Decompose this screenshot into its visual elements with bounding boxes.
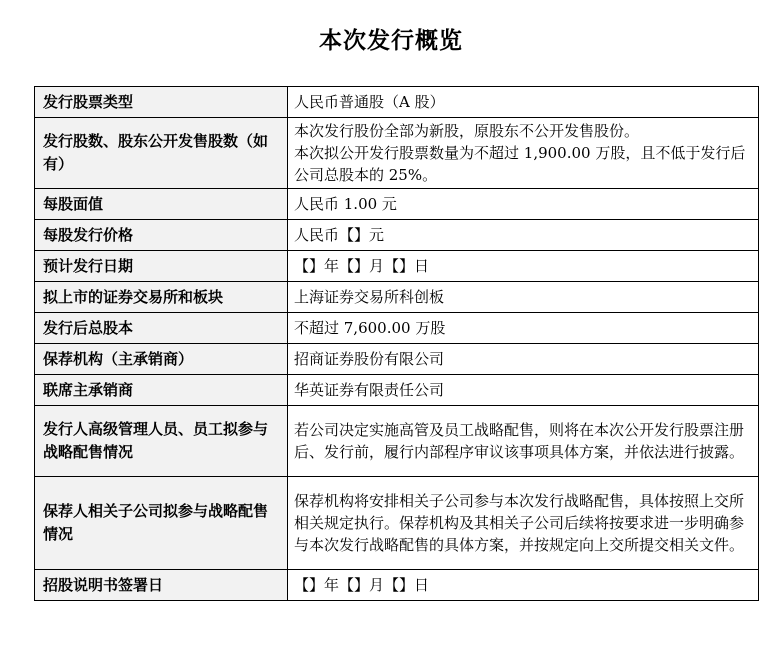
row-value-text: 保荐机构将安排相关子公司参与本次发行战略配售，具体按照上交所相关规定执行。保荐机构及其相关子公司后续将按要求进一步明确参与本次发行战略配售的具体方案，并按规定向上交所提交相关文件。 bbox=[294, 492, 745, 554]
table-row bbox=[35, 344, 759, 375]
row-value bbox=[288, 406, 759, 477]
row-label: 每股发行价格 bbox=[35, 220, 288, 251]
row-label: 联席主承销商 bbox=[35, 375, 288, 406]
row-value-text: 华英证券有限责任公司 bbox=[294, 381, 445, 399]
table-row bbox=[35, 375, 759, 406]
page-title: 本次发行概览 bbox=[319, 28, 463, 54]
row-value-text: 招商证券股份有限公司 bbox=[294, 350, 445, 368]
row-value-text: 本次发行股份全部为新股，原股东不公开发售股份。 bbox=[294, 122, 640, 140]
row-value-text: 本次拟公开发行股票数量为不超过 1,900.00 万股，且不低于发行后公司总股本的 25%。 bbox=[294, 144, 746, 184]
row-value bbox=[288, 477, 759, 570]
table-row bbox=[35, 118, 759, 189]
row-value-text: 不超过 7,600.00 万股 bbox=[294, 319, 446, 337]
row-value-text: 若公司决定实施高管及员工战略配售，则将在本次公开发行股票注册后、发行前，履行内部程序审议该事项具体方案，并依法进行披露。 bbox=[294, 421, 745, 461]
row-value bbox=[288, 220, 759, 251]
row-value-text: 人民币【】元 bbox=[294, 226, 385, 244]
row-value bbox=[288, 282, 759, 313]
row-value bbox=[288, 344, 759, 375]
row-label: 发行股数、股东公开发售股数（如有） bbox=[35, 118, 288, 189]
row-value bbox=[288, 118, 759, 189]
row-value-text: 上海证券交易所科创板 bbox=[294, 288, 445, 306]
row-label: 发行后总股本 bbox=[35, 313, 288, 344]
row-value-text: 【】年【】月【】日 bbox=[294, 576, 430, 594]
table-row bbox=[35, 220, 759, 251]
table-row bbox=[35, 406, 759, 477]
row-label: 预计发行日期 bbox=[35, 251, 288, 282]
table-row bbox=[35, 313, 759, 344]
row-value-text: 人民币普通股（A 股） bbox=[294, 93, 445, 111]
table-row bbox=[35, 570, 759, 601]
row-value bbox=[288, 375, 759, 406]
row-value-text: 人民币 1.00 元 bbox=[294, 195, 397, 213]
row-label: 招股说明书签署日 bbox=[35, 570, 288, 601]
table-row bbox=[35, 282, 759, 313]
row-value bbox=[288, 313, 759, 344]
offering-overview-table bbox=[34, 86, 759, 601]
row-label: 每股面值 bbox=[35, 189, 288, 220]
row-label: 拟上市的证券交易所和板块 bbox=[35, 282, 288, 313]
row-label: 发行股票类型 bbox=[35, 87, 288, 118]
table-row bbox=[35, 189, 759, 220]
row-label: 发行人高级管理人员、员工拟参与战略配售情况 bbox=[35, 406, 288, 477]
row-label: 保荐机构（主承销商） bbox=[35, 344, 288, 375]
table-row bbox=[35, 87, 759, 118]
table-row bbox=[35, 251, 759, 282]
row-value bbox=[288, 87, 759, 118]
row-value-text: 【】年【】月【】日 bbox=[294, 257, 430, 275]
row-value bbox=[288, 570, 759, 601]
row-label: 保荐人相关子公司拟参与战略配售情况 bbox=[35, 477, 288, 570]
row-value bbox=[288, 251, 759, 282]
row-value bbox=[288, 189, 759, 220]
table-row bbox=[35, 477, 759, 570]
